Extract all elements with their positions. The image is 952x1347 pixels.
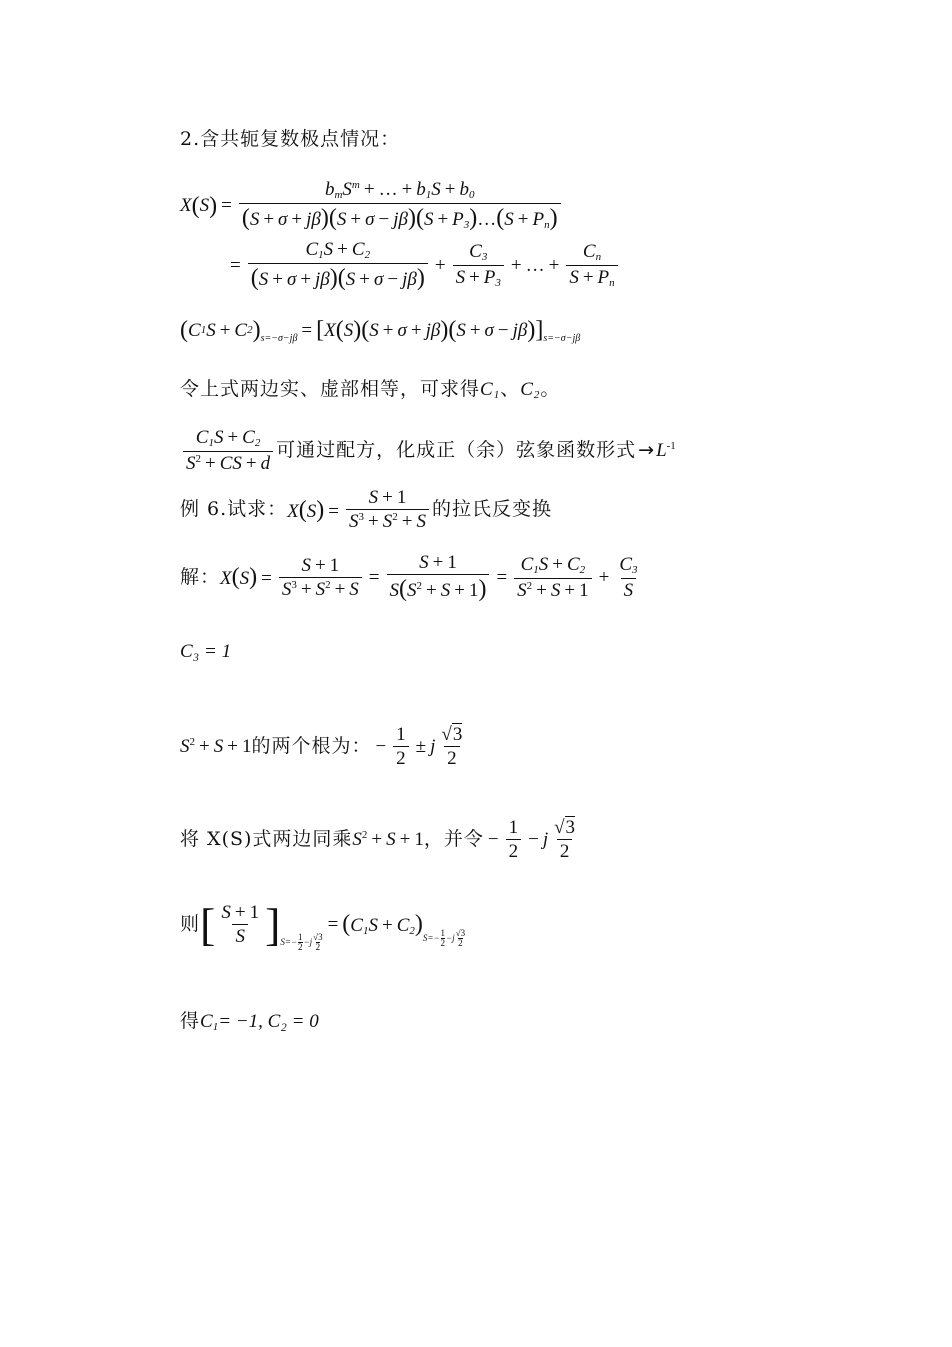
solution-equation: 解： X(S) = $\frac{S + 1}{S^3 + S^2 + S}$ = $\frac{S + 1}{S(S^2 + S + 1)}$ = $\frac{C_1S + C_2}{S^2 + S + 1}$ + $\frac{C_3}{S}$ <box>180 552 638 602</box>
equation-xs-general: X ( S ) = $\frac{b_mS^m + \dots + b_1S + b_0}{(S + \sigma + j\beta)(S + \sigma - j\beta)(S + P_3)\dots(S + P_n)}$ <box>180 180 564 231</box>
note-real-imag-text: 令上式两边实、虚部相等，可求得 <box>180 378 481 400</box>
example-label: 例 6.试求： <box>180 498 288 520</box>
roots-statement: $S^2 + S + 1$ 的两个根为： − $\frac{1}{2}$ ± j $\frac{√3}{2}$ <box>180 724 463 769</box>
equation-partial-fractions: = $\frac{C_1S + C_2}{(S + \sigma + j\beta)(S + \sigma - j\beta)}$ + $\frac{C_3}{S + P_3}$ + … + $\frac{C_n}{S + P_n}$ <box>226 240 621 290</box>
solution-label: 解： <box>180 565 221 588</box>
note-period: 。 <box>540 378 561 400</box>
note-completing-square: $\frac{C_1S + C_2}{S^2 + CS + d}$ 可通过配方，化成正（余）弦象函数形式 → $L^{-1}$ <box>180 428 676 473</box>
example-6: 例 6.试求： X(S) = $\frac{S + 1}{S^3 + S^2 + S}$ 的拉氏反变换 <box>180 487 552 532</box>
example-tail: 的拉氏反变换 <box>431 498 552 520</box>
result-statement: 得$C_1= -1$, C₂ = 0 <box>180 1010 319 1033</box>
roots-text: 的两个根为： <box>251 735 372 757</box>
note-separator: 、 <box>500 378 521 400</box>
then-equation: 则 [ $\frac{S + 1}{S}$ ] S=− 1 2 −j √3 2 = $(C_1S + C_2)$ S=− 1 2 −j √3 2 <box>180 898 466 952</box>
then-label: 则 <box>180 913 201 935</box>
result-values: = −1, C₂ = 0 <box>218 1011 319 1032</box>
equation-coefficient-evaluation: ( C 1 S + C 2 ) s=−σ−jβ = [ X ( S ) ( S + σ + jβ ) ( S + σ − jβ ) ] s=−σ−jβ <box>180 317 581 344</box>
multiply-text-b: ，并令 <box>423 828 484 850</box>
multiply-text-a: 将 X(S)式两边同乘 <box>180 828 353 850</box>
section-heading: 2.含共轭复数极点情况： <box>180 128 401 150</box>
arrow-icon: → <box>638 439 655 461</box>
multiply-statement: 将 X(S)式两边同乘 $S^2 + S + 1$ ，并令 − $\frac{1}{2}$ − j $\frac{√3}{2}$ <box>180 817 576 862</box>
note-completing-square-text: 可通过配方，化成正（余）弦象函数形式 <box>276 439 637 461</box>
note-real-imag: 令上式两边实、虚部相等，可求得$C_1$、$C_2$。 <box>180 378 561 401</box>
c3-value: C₃ = 1 <box>180 641 232 662</box>
result-label: 得 <box>180 1010 201 1032</box>
